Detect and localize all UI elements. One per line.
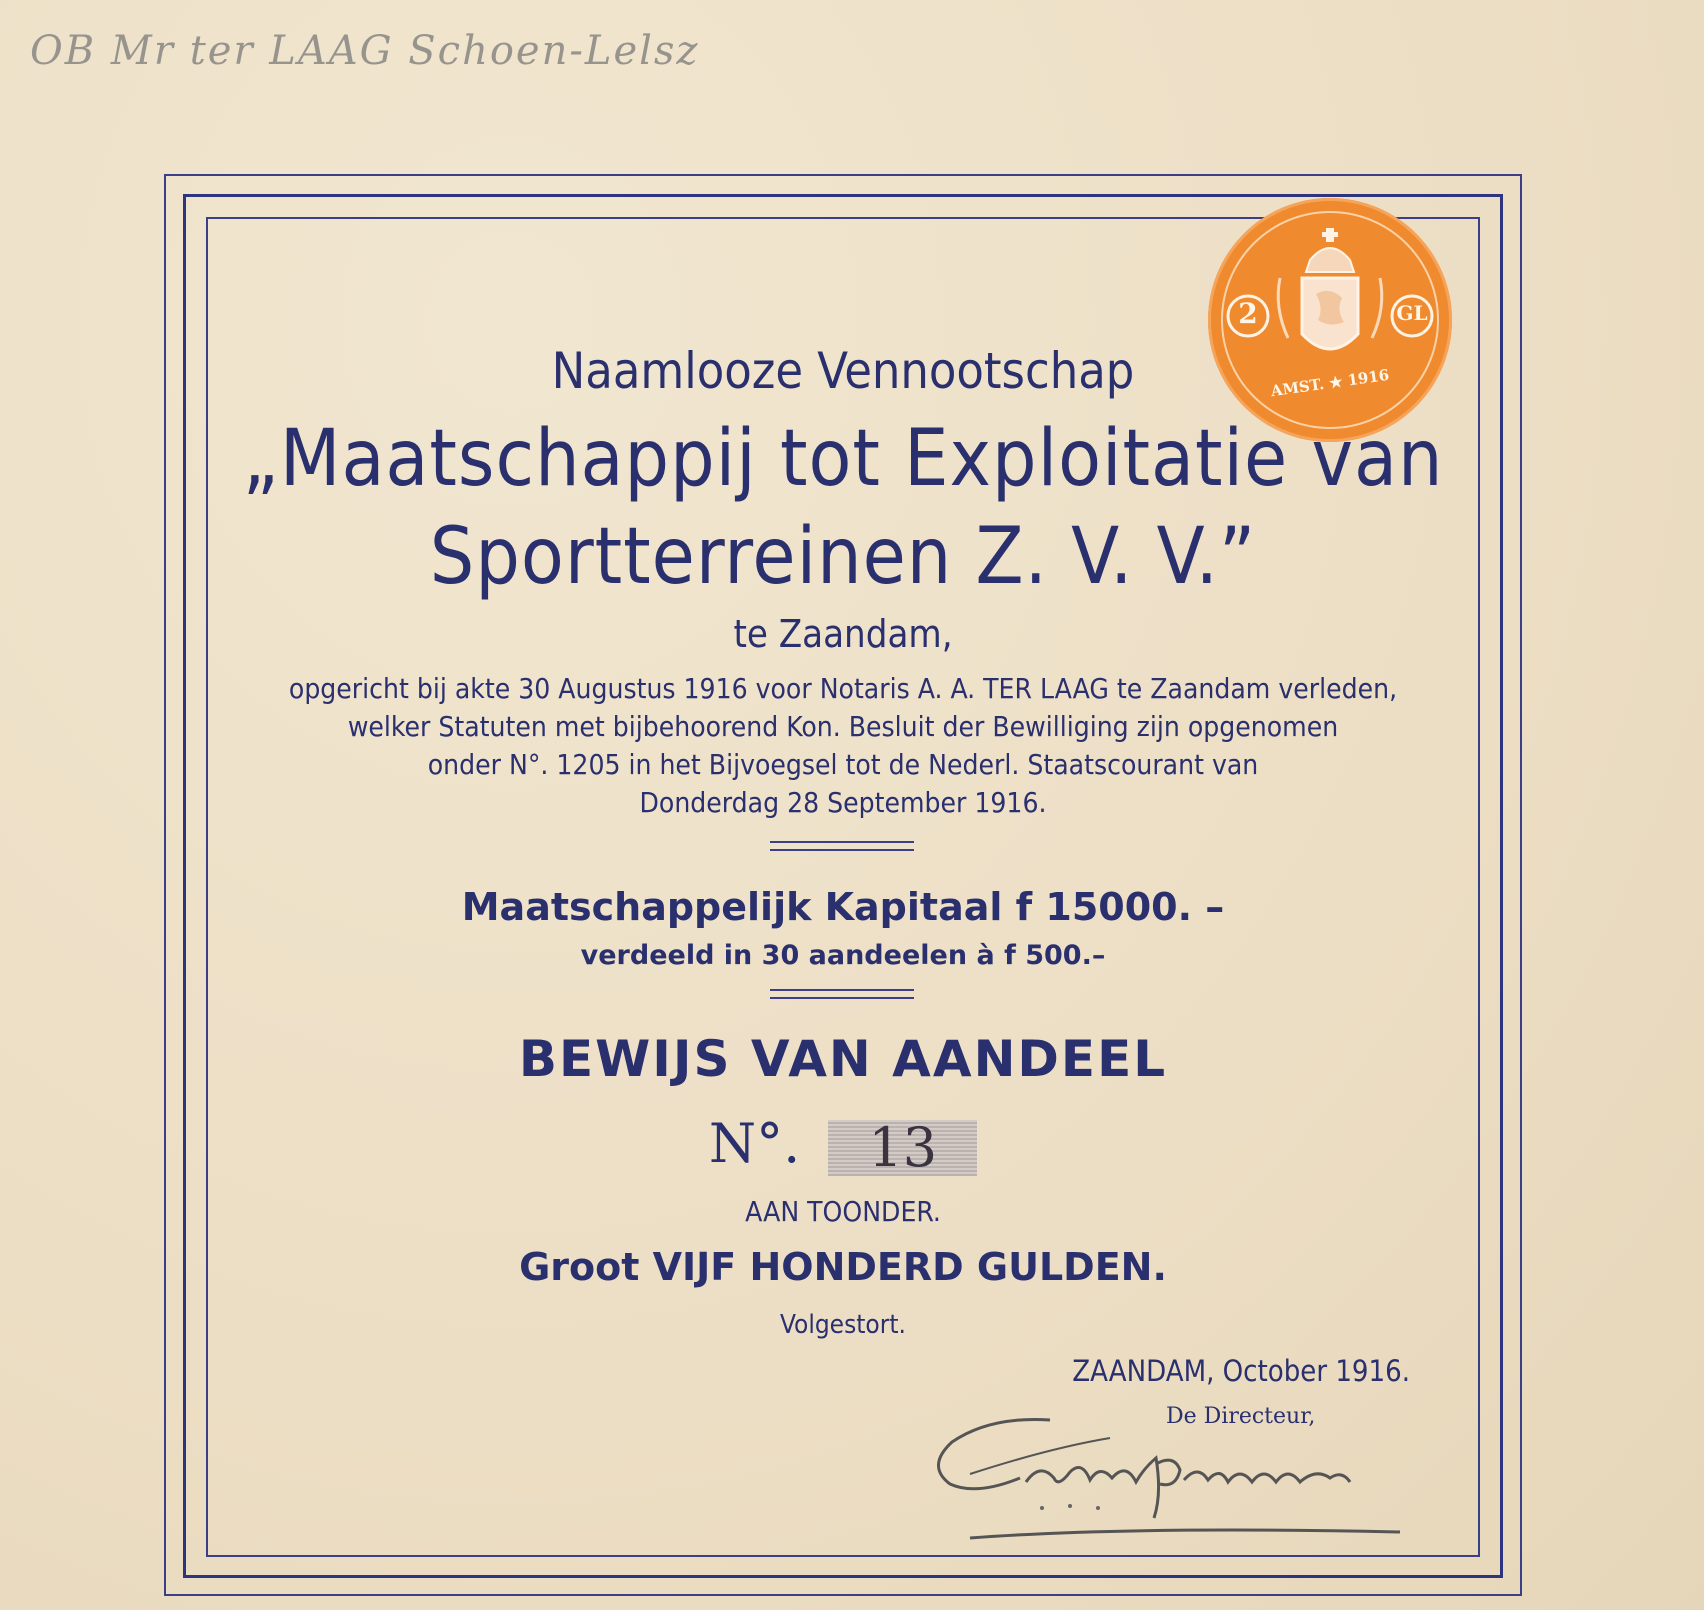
divider <box>770 989 914 999</box>
incorporation-line-4: Donderdag 28 September 1916. <box>639 786 1047 819</box>
capital-amount: Maatschappelijk Kapitaal f 15000. – <box>461 885 1225 929</box>
company-place: te Zaandam, <box>733 612 953 656</box>
incorporation-line-2: welker Statuten met bijbehoorend Kon. Besluit der Bewilliging zijn opgenomen <box>347 710 1339 743</box>
certificate-title: BEWIJS VAN AANDEEL <box>518 1030 1168 1088</box>
handwritten-note: OB Mr ter LAAG Schoen-Lelsz <box>30 28 700 74</box>
company-name-line1: „Maatschappij tot Exploitatie van <box>242 414 1444 504</box>
paid-status: Volgestort. <box>780 1310 906 1340</box>
signatory-title: De Directeur, <box>1166 1404 1316 1429</box>
revenue-stamp <box>1208 198 1452 442</box>
director-signature <box>930 1408 1490 1558</box>
capital-division: verdeeld in 30 aandeelen à f 500.– <box>580 940 1106 971</box>
bearer-text: AAN TOONDER. <box>745 1195 941 1228</box>
number-label: N°. <box>708 1112 801 1175</box>
stamp-inscription: AMST. ★ 1916 <box>1269 365 1391 401</box>
incorporation-line-1: opgericht bij akte 30 Augustus 1916 voor Notaris A. A. TER LAAG te Zaandam verleden, <box>288 672 1398 705</box>
issue-date: ZAANDAM, October 1916. <box>1072 1354 1410 1388</box>
company-name-line2: Sportterreinen Z. V. V.” <box>429 512 1257 602</box>
certificate-number: 13 <box>828 1120 977 1176</box>
incorporation-line-3: onder N°. 1205 in het Bijvoegsel tot de Nederl. Staatscourant van <box>427 748 1259 781</box>
stamp-value: 2 <box>1238 297 1258 330</box>
stamp-unit: GL <box>1396 301 1428 325</box>
divider <box>770 841 914 851</box>
certificate-number-row <box>206 1112 1480 1179</box>
company-type: Naamlooze Vennootschap <box>551 342 1135 400</box>
share-value: Groot VIJF HONDERD GULDEN. <box>519 1245 1167 1289</box>
